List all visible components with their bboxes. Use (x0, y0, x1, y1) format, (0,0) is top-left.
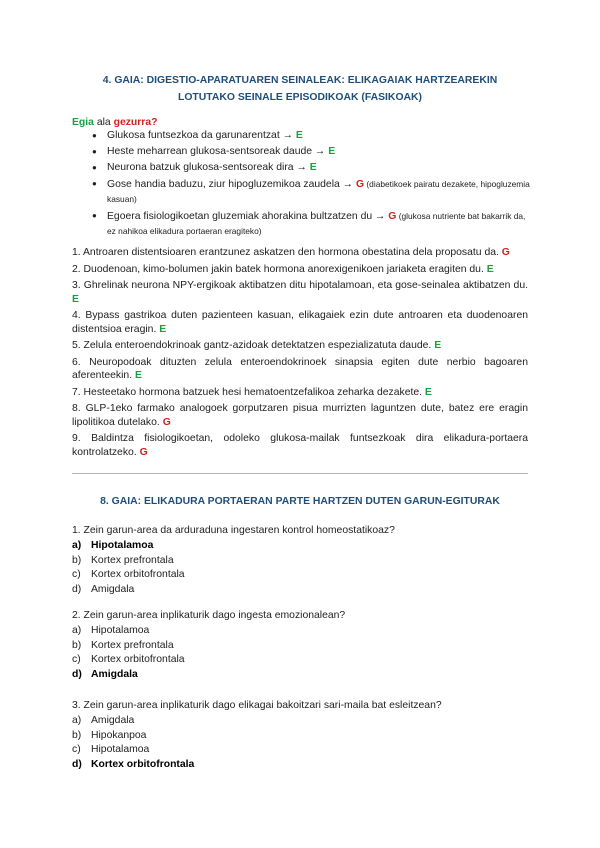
option-letter: d) (72, 668, 82, 680)
true-word: Egia (72, 117, 94, 128)
answer-mark: G (501, 247, 510, 258)
option-correct (72, 668, 528, 683)
statement (72, 432, 528, 459)
option-correct (72, 539, 528, 554)
bullet-item (92, 145, 532, 159)
option (72, 743, 528, 758)
section-4-title-line-2: LOTUTAKO SEINALE EPISODIKOAK (FASIKOAK) (178, 92, 422, 103)
option-text: Kortex orbitofrontala (91, 654, 185, 665)
answer-mark: E (295, 130, 303, 141)
answer-mark: E (424, 386, 432, 398)
bullet-text: Heste meharrean glukosa-sentsoreak daude → (107, 146, 329, 157)
answer-mark: E (159, 323, 167, 335)
statement (72, 279, 528, 306)
option (72, 554, 528, 569)
statement-text: 7. Hesteetako hormona batzuek hesi hematoentzefalikoa zeharka dezakete. (72, 386, 425, 398)
bullet-text: Neurona batzuk glukosa-sentsoreak dira → (107, 162, 310, 173)
answer-mark: G (388, 211, 397, 222)
option-text: Hipotalamoa (91, 625, 150, 636)
quiz-question-2 (72, 609, 528, 682)
question-text: 3. Zein garun-area inplikaturik dago elikagai bakoitzari sari-maila bat esleitzean? (72, 700, 442, 711)
section-divider (72, 473, 528, 474)
option (72, 653, 528, 668)
answer-mark: G (162, 416, 171, 428)
option-list (72, 539, 528, 597)
statement-text: 5. Zelula enteroendokrinoak gantz-azidoak detektatzen espezializatuta daude. (72, 340, 435, 351)
answer-mark: G (139, 446, 148, 458)
answer-mark: E (434, 340, 442, 351)
answer-mark: E (309, 162, 317, 173)
option-letter: a) (72, 625, 82, 636)
option-text: Hipokanpoa (91, 729, 147, 741)
option-letter: c) (72, 654, 81, 665)
option-letter: d) (72, 758, 82, 770)
option-text: Hipotalamoa (91, 744, 150, 755)
statement (72, 309, 528, 336)
quiz-question-3 (72, 699, 528, 772)
option-letter: b) (72, 554, 82, 566)
connector-word: ala (93, 117, 114, 128)
bullet-item (92, 209, 532, 239)
section-8-heading: 8. GAIA: ELIKADURA PORTAERAN PARTE HARTZEN DUTEN GARUN-EGITURAK (100, 496, 500, 507)
option (72, 583, 528, 598)
bullet-text: Gose handia baduzu, ziur hipogluzemikoa zaudela → (107, 179, 356, 190)
option (72, 624, 528, 639)
option-letter: c) (72, 569, 81, 580)
option-letter: b) (72, 639, 82, 651)
option-text: Kortex orbitofrontala (91, 569, 185, 580)
option-text: Kortex prefrontala (91, 639, 174, 651)
bullet-text: Glukosa funtsezkoa da garunarentzat → (107, 130, 296, 141)
statement-text: 8. GLP-1eko farmako analogoek gorputzaren pisua murrizten laguntzen dute, batez ere eragin lipolitikoa dutelako. (72, 403, 528, 428)
bullet-text: Egoera fisiologikoetan gluzemiak ahorakina bultzatzen du → (107, 211, 389, 222)
question-text: 2. Zein garun-area inplikaturik dago ingesta emozionalean? (72, 610, 346, 621)
answer-mark: E (134, 370, 142, 381)
option (72, 639, 528, 654)
answer-mark: E (72, 293, 79, 305)
numbered-statements (72, 246, 528, 462)
option-text: Kortex orbitofrontala (91, 758, 195, 770)
true-false-bullet-list (92, 129, 532, 241)
quiz-question-1 (72, 524, 528, 597)
statement-text: 6. Neuropodoak dituzten zelula enteroendokrinoek sinapsia egiten dute nerbio bagoaren aferenteekin. (72, 356, 528, 381)
bullet-item (92, 129, 532, 143)
option-text: Kortex prefrontala (91, 554, 174, 566)
true-false-prompt (72, 116, 158, 129)
statement-text: 4. Bypass gastrikoa duten pazienteen kasuan, elikagaiek ezin dute antroaren eta duodenoaren distentsioa eragin. (72, 310, 528, 335)
option-correct (72, 758, 528, 773)
option-text: Amigdala (91, 715, 135, 726)
section-4-title-line-1: 4. GAIA: DIGESTIO-APARATUAREN SEINALEAK: ELIKAGAIAK HARTZEAREKIN (102, 75, 498, 86)
option-letter: b) (72, 729, 82, 741)
section-4-heading (72, 72, 528, 106)
option-letter: a) (72, 540, 82, 551)
option (72, 729, 528, 744)
question-text: 1. Zein garun-area da arduraduna ingestaren kontrol homeostatikoaz? (72, 525, 395, 536)
answer-mark: E (486, 263, 494, 275)
statement-text: 2. Duodenoan, kimo-bolumen jakin batek hormona anorexigenikoen jariaketa eragiten du. (72, 263, 487, 275)
option (72, 714, 528, 729)
option (72, 568, 528, 583)
option-letter: c) (72, 744, 81, 755)
false-word: gezurra (113, 117, 152, 128)
statement (72, 356, 528, 383)
option-letter: d) (72, 583, 82, 595)
answer-mark: E (328, 146, 336, 157)
option-text: Amigdala (91, 583, 135, 595)
answer-mark: G (355, 179, 365, 190)
statement (72, 386, 528, 400)
statement (72, 402, 528, 429)
statement (72, 339, 528, 353)
statement-text: 1. Antroaren distentsioaren erantzunez askatzen den hormona obestatina dela proposatu da. (72, 247, 502, 258)
option-list (72, 624, 528, 682)
option-letter: a) (72, 715, 82, 726)
option-text: Amigdala (91, 668, 138, 680)
statement-text: 3. Ghrelinak neurona NPY-ergikoak aktibatzen ditu hipotalamoan, eta gose-seinalea aktibatzen du. (72, 280, 528, 291)
statement (72, 263, 528, 277)
statement (72, 246, 528, 260)
bullet-item (92, 161, 532, 175)
bullet-note: (diabetikoek pairatu dezakete, hipogluzemia kasuan) (107, 179, 530, 204)
bullet-item (92, 177, 532, 207)
bullet-note: (glukosa nutriente bat bakarrik da, ez nahikoa elikadura portaeran eragiteko) (107, 211, 526, 236)
statement-text: 9. Baldintza fisiologikoetan, odoleko glukosa-mailak funtsezkoak dira elikadura-portaera kontrolatzeko. (72, 433, 528, 458)
option-list (72, 714, 528, 772)
option-text: Hipotalamoa (91, 540, 154, 551)
question-mark: ? (151, 117, 158, 128)
